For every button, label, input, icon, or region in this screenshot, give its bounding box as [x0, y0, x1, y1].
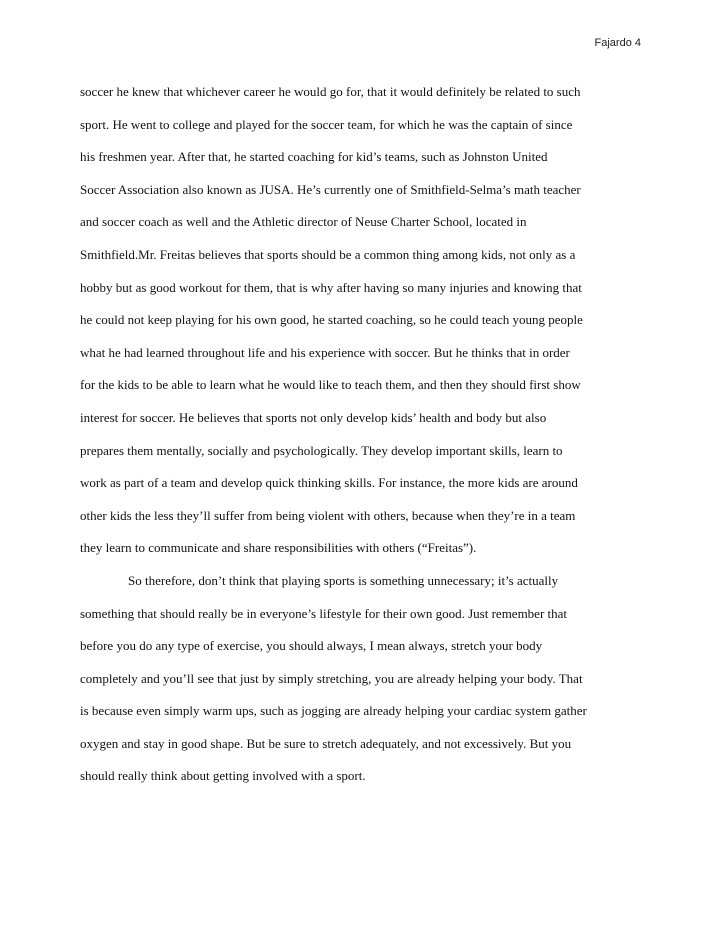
- text-line: he could not keep playing for his own good, he started coaching, so he could teach young people: [80, 312, 583, 328]
- text-line: oxygen and stay in good shape. But be sure to stretch adequately, and not excessively. But you: [80, 735, 572, 751]
- text-line: Soccer Association also known as JUSA. He’s currently one of Smithfield-Selma’s math teacher: [80, 181, 581, 197]
- text-line: and soccer coach as well and the Athletic director of Neuse Charter School, located in: [80, 214, 527, 230]
- text-line: they learn to communicate and share responsibilities with others (“Freitas”).: [80, 540, 477, 556]
- text-line: work as part of a team and develop quick thinking skills. For instance, the more kids are around: [80, 475, 578, 491]
- text-line: before you do any type of exercise, you should always, I mean always, stretch your body: [80, 638, 543, 654]
- paragraph-1: [80, 82, 648, 571]
- text-line: sport. He went to college and played for the soccer team, for which he was the captain of since: [80, 116, 573, 132]
- running-header: Fajardo 4: [594, 37, 641, 49]
- text-line: his freshmen year. After that, he started coaching for kid’s teams, such as Johnston United: [80, 149, 548, 165]
- text-line: is because even simply warm ups, such as jogging are already helping your cardiac system gather: [80, 703, 587, 719]
- text-line: hobby but as good workout for them, that is why after having so many injuries and knowing that: [80, 279, 582, 295]
- text-line: Smithfield.Mr. Freitas believes that sports should be a common thing among kids, not only as a: [80, 246, 576, 262]
- text-line-indented: So therefore, don’t think that playing sports is something unnecessary; it’s actually: [128, 572, 559, 588]
- text-line: soccer he knew that whichever career he would go for, that it would definitely be related to such: [80, 84, 581, 99]
- text-line: for the kids to be able to learn what he would like to teach them, and then they should first show: [80, 377, 581, 393]
- body-text: [80, 82, 648, 799]
- text-line: what he had learned throughout life and his experience with soccer. But he thinks that in order: [80, 344, 570, 360]
- text-line: prepares them mentally, socially and psychologically. They develop important skills, learn to: [80, 442, 563, 458]
- text-line: other kids the less they’ll suffer from being violent with others, because when they’re in a team: [80, 507, 576, 523]
- paragraph-2: [80, 571, 648, 799]
- text-line: interest for soccer. He believes that sports not only develop kids’ health and body but also: [80, 409, 547, 425]
- text-line: should really think about getting involved with a sport.: [80, 768, 366, 784]
- text-line: completely and you’ll see that just by simply stretching, you are already helping your body. That: [80, 670, 583, 686]
- text-line: something that should really be in everyone’s lifestyle for their own good. Just remember that: [80, 605, 568, 621]
